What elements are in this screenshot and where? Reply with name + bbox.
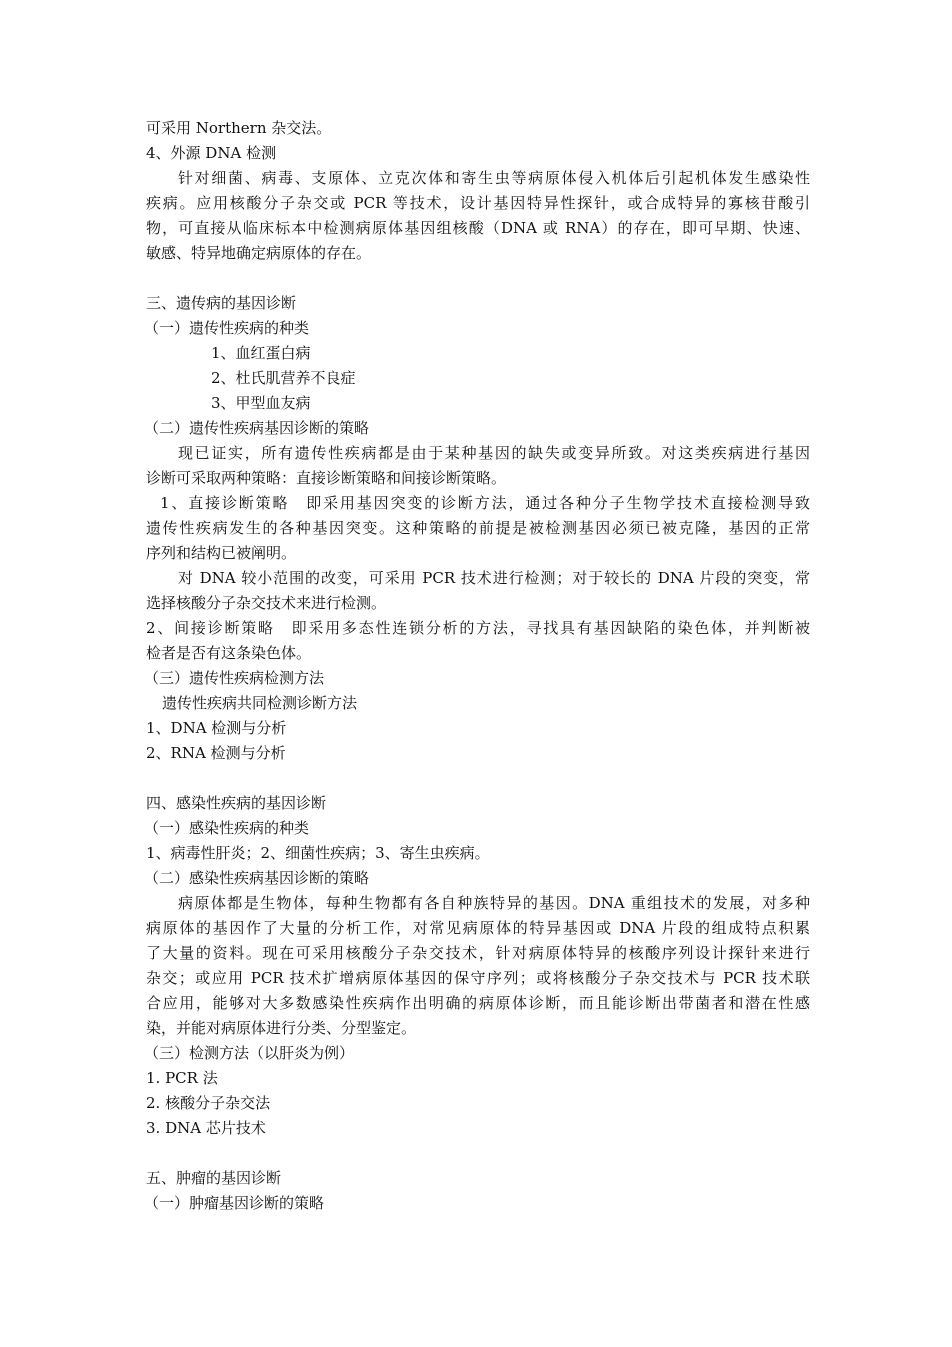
paragraph-line: 物，可直接从临床标本中检测病原体基因组核酸（DNA 或 RNA）的存在，即可早期、快速、 [146,219,810,237]
subsection-heading: （三）遗传性疾病检测方法 [144,669,325,687]
list-item: 2. 核酸分子杂交法 [146,1094,271,1112]
paragraph-line: 合应用，能够对大多数感染性疾病作出明确的病原体诊断，而且能诊断出带菌者和潜在性感 [146,994,810,1012]
subsection-heading: （二）感染性疾病基因诊断的策略 [144,869,370,887]
paragraph-line: 疾病。应用核酸分子杂交或 PCR 等技术，设计基因特异性探针，或合成特异的寡核苷酸引 [146,194,810,212]
list-item: 1、DNA 检测与分析 [146,719,287,737]
paragraph-line: 染，并能对病原体进行分类、分型鉴定。 [146,1019,417,1037]
list-item: 3、甲型血友病 [211,394,311,412]
paragraph-line: 选择核酸分子杂交技术来进行检测。 [146,594,387,612]
paragraph-line: 检者是否有这条染色体。 [146,644,312,662]
section-heading: 五、肿瘤的基因诊断 [146,1169,282,1187]
list-item: 2、杜氏肌营养不良症 [211,369,356,387]
paragraph-line: 遗传性疾病发生的各种基因突变。这种策略的前提是被检测基因必须已被克隆，基因的正常 [146,519,810,537]
subsection-heading: （一）遗传性疾病的种类 [144,319,310,337]
subsection-heading: （一）感染性疾病的种类 [144,819,310,837]
text-line: 遗传性疾病共同检测诊断方法 [162,694,358,712]
paragraph-line: 诊断可采取两种策略：直接诊断策略和间接诊断策略。 [146,469,507,487]
subsection-heading: （一）肿瘤基因诊断的策略 [144,1194,325,1212]
paragraph-line: 病原体的基因作了大量的分析工作，对常见病原体的特异基因或 DNA 片段的组成特点积累 [146,919,810,937]
list-item: 1、血红蛋白病 [211,344,311,362]
paragraph-line: 1、直接诊断策略 即采用基因突变的诊断方法，通过各种分子生物学技术直接检测导致 [160,494,810,512]
section-heading: 三、遗传病的基因诊断 [146,294,297,312]
subsection-heading: （二）遗传性疾病基因诊断的策略 [144,419,370,437]
section-heading: 四、感染性疾病的基因诊断 [146,794,327,812]
paragraph-line: 序列和结构已被阐明。 [146,544,297,562]
paragraph-line: 了大量的资料。现在可采用核酸分子杂交技术，针对病原体特异的核酸序列设计探针来进行 [146,944,810,962]
text-line: 1、病毒性肝炎；2、细菌性疾病；3、寄生虫疾病。 [146,844,490,862]
list-item: 2、RNA 检测与分析 [146,744,286,762]
paragraph-line: 杂交；或应用 PCR 技术扩增病原体基因的保守序列；或将核酸分子杂交技术与 PCR 技术联 [146,969,810,987]
list-item: 1. PCR 法 [146,1069,218,1087]
text-line: 可采用 Northern 杂交法。 [146,119,332,137]
paragraph-line: 病原体都是生物体，每种生物都有各自种族特异的基因。DNA 重组技术的发展，对多种 [178,894,810,912]
list-item: 3. DNA 芯片技术 [146,1119,266,1137]
paragraph-line: 针对细菌、病毒、支原体、立克次体和寄生虫等病原体侵入机体后引起机体发生感染性 [178,169,810,187]
paragraph-line: 2、间接诊断策略 即采用多态性连锁分析的方法，寻找具有基因缺陷的染色体，并判断被 [146,619,810,637]
subsection-heading: （三）检测方法（以肝炎为例） [144,1044,355,1062]
paragraph-line: 对 DNA 较小范围的改变，可采用 PCR 技术进行检测；对于较长的 DNA 片段的突变，常 [178,569,810,587]
paragraph-line: 现已证实，所有遗传性疾病都是由于某种基因的缺失或变异所致。对这类疾病进行基因 [178,444,810,462]
paragraph-line: 敏感、特异地确定病原体的存在。 [146,244,372,262]
subsection-heading: 4、外源 DNA 检测 [146,144,277,162]
